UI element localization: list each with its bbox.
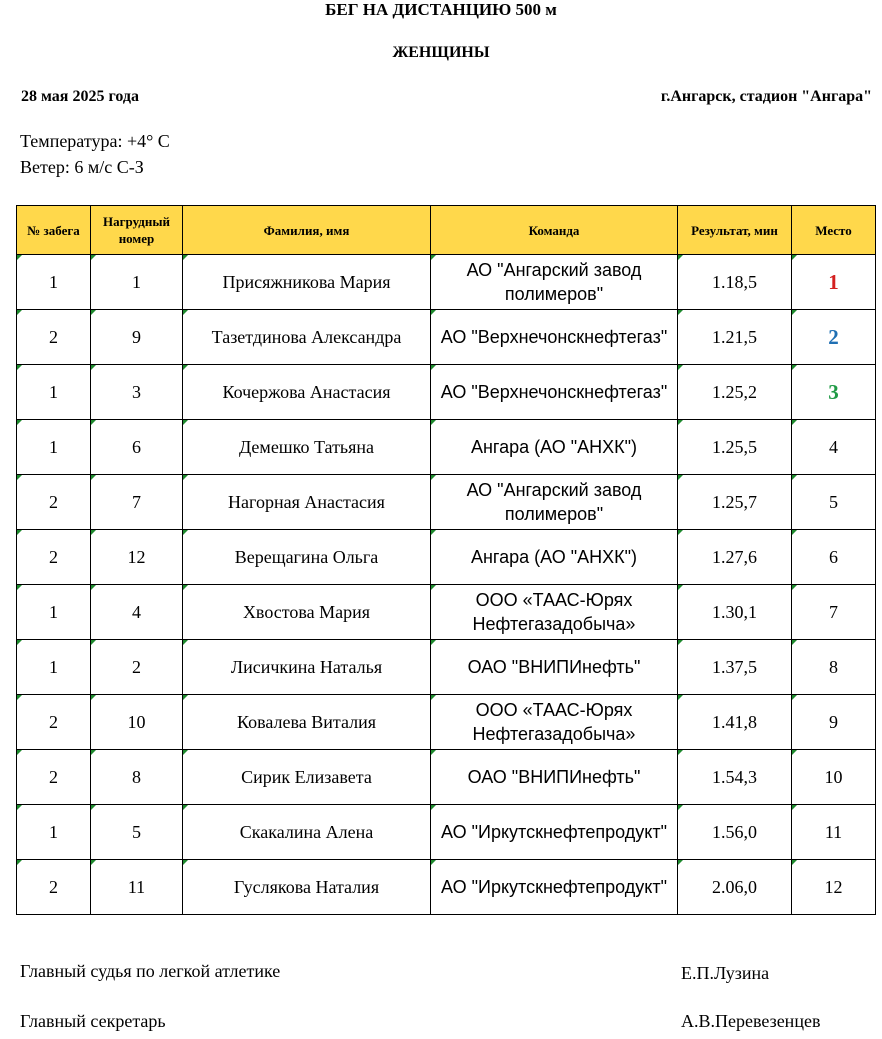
bib-cell: 11 (91, 860, 183, 915)
chief-secretary-role: Главный секретарь (20, 1011, 166, 1031)
place-cell: 12 (792, 860, 876, 915)
header-result: Результат, мин (678, 206, 792, 255)
team-line-2: Нефтегазадобыча» (472, 724, 636, 744)
team-cell (431, 695, 678, 750)
table-row (17, 695, 876, 750)
team-cell (431, 310, 678, 365)
place-cell: 6 (792, 530, 876, 585)
team-cell (431, 475, 678, 530)
place-cell: 8 (792, 640, 876, 695)
heat-cell: 2 (17, 310, 91, 365)
team-line-1: ОАО "ВНИПИнефть" (467, 767, 641, 787)
event-date: 28 мая 2025 года (21, 88, 139, 105)
athlete-name-cell: Кочержова Анастасия (183, 365, 431, 420)
athlete-name-cell: Скакалина Алена (183, 805, 431, 860)
place-cell: 9 (792, 695, 876, 750)
athlete-name-cell: Ковалева Виталия (183, 695, 431, 750)
heat-cell: 1 (17, 365, 91, 420)
athlete-name-cell: Демешко Татьяна (183, 420, 431, 475)
result-cell: 1.54,3 (678, 750, 792, 805)
page-subtitle: ЖЕНЩИНЫ (392, 44, 490, 61)
bib-cell: 7 (91, 475, 183, 530)
heat-cell: 2 (17, 695, 91, 750)
header-team: Команда (431, 206, 678, 255)
result-cell: 1.30,1 (678, 585, 792, 640)
page-title: БЕГ НА ДИСТАНЦИЮ 500 м (325, 0, 557, 19)
athlete-name-cell: Нагорная Анастасия (183, 475, 431, 530)
team-line-2: полимеров" (504, 504, 604, 524)
heat-cell: 2 (17, 860, 91, 915)
place-cell: 5 (792, 475, 876, 530)
heat-cell: 2 (17, 475, 91, 530)
table-row (17, 585, 876, 640)
table-row (17, 420, 876, 475)
place-cell: 10 (792, 750, 876, 805)
team-cell (431, 365, 678, 420)
chief-secretary-name: А.В.Перевезенцев (681, 1011, 821, 1031)
bib-cell: 4 (91, 585, 183, 640)
athlete-name-cell: Верещагина Ольга (183, 530, 431, 585)
team-cell (431, 585, 678, 640)
team-line-1: ООО «ТААС-Юрях (475, 590, 633, 610)
table-row (17, 805, 876, 860)
result-cell: 2.06,0 (678, 860, 792, 915)
team-cell (431, 255, 678, 310)
header-place: Место (792, 206, 876, 255)
bib-cell: 6 (91, 420, 183, 475)
heat-cell: 1 (17, 805, 91, 860)
table-row (17, 255, 876, 310)
team-line-1: АО "Ангарский завод (466, 260, 642, 280)
place-cell: 11 (792, 805, 876, 860)
heat-cell: 1 (17, 420, 91, 475)
heat-cell: 1 (17, 255, 91, 310)
table-row (17, 640, 876, 695)
result-cell: 1.56,0 (678, 805, 792, 860)
result-cell: 1.25,5 (678, 420, 792, 475)
place-cell: 2 (792, 310, 876, 365)
chief-judge-role: Главный судья по легкой атлетике (20, 961, 281, 981)
result-cell: 1.25,2 (678, 365, 792, 420)
team-line-1: Ангара (АО "АНХК") (470, 437, 638, 457)
header-bib-line2: номер (118, 231, 155, 246)
team-line-1: ООО «ТААС-Юрях (475, 700, 633, 720)
place-cell: 3 (792, 365, 876, 420)
bib-cell: 1 (91, 255, 183, 310)
chief-judge-name: Е.П.Лузина (681, 963, 770, 983)
header-bib (91, 206, 183, 255)
team-line-1: ОАО "ВНИПИнефть" (467, 657, 641, 677)
bib-cell: 10 (91, 695, 183, 750)
result-cell: 1.21,5 (678, 310, 792, 365)
bib-cell: 8 (91, 750, 183, 805)
bib-cell: 3 (91, 365, 183, 420)
heat-cell: 2 (17, 750, 91, 805)
team-cell (431, 420, 678, 475)
athlete-name-cell: Тазетдинова Александра (183, 310, 431, 365)
table-header-row (17, 206, 876, 255)
team-cell (431, 640, 678, 695)
athlete-name-cell: Хвостова Мария (183, 585, 431, 640)
table-row (17, 860, 876, 915)
table-row (17, 750, 876, 805)
team-line-2: полимеров" (504, 284, 604, 304)
result-cell: 1.41,8 (678, 695, 792, 750)
results-table (16, 205, 876, 915)
athlete-name-cell: Гуслякова Наталия (183, 860, 431, 915)
wind-info: Ветер: 6 м/с С-З (20, 157, 144, 177)
table-row (17, 365, 876, 420)
result-cell: 1.37,5 (678, 640, 792, 695)
bib-cell: 12 (91, 530, 183, 585)
team-line-1: Ангара (АО "АНХК") (470, 547, 638, 567)
team-line-2: Нефтегазадобыча» (472, 614, 636, 634)
team-cell (431, 530, 678, 585)
place-cell: 4 (792, 420, 876, 475)
table-row (17, 475, 876, 530)
athlete-name-cell: Сирик Елизавета (183, 750, 431, 805)
heat-cell: 1 (17, 640, 91, 695)
event-venue: г.Ангарск, стадион "Ангара" (660, 88, 872, 105)
table-row (17, 310, 876, 365)
team-line-1: АО "Ангарский завод (466, 480, 642, 500)
result-cell: 1.27,6 (678, 530, 792, 585)
place-cell: 7 (792, 585, 876, 640)
team-cell (431, 860, 678, 915)
team-line-1: АО "Верхнечонскнефтегаз" (440, 327, 668, 347)
team-line-1: АО "Верхнечонскнефтегаз" (440, 382, 668, 402)
athlete-name-cell: Лисичкина Наталья (183, 640, 431, 695)
team-line-1: АО "Иркутскнефтепродукт" (441, 877, 667, 897)
header-bib-line1: Нагрудный (103, 214, 170, 229)
place-cell: 1 (792, 255, 876, 310)
results-body (17, 255, 876, 915)
heat-cell: 1 (17, 585, 91, 640)
table-row (17, 530, 876, 585)
athlete-name-cell: Присяжникова Мария (183, 255, 431, 310)
result-cell: 1.18,5 (678, 255, 792, 310)
bib-cell: 9 (91, 310, 183, 365)
header-name: Фамилия, имя (183, 206, 431, 255)
result-cell: 1.25,7 (678, 475, 792, 530)
temperature-info: Температура: +4° С (20, 131, 170, 151)
team-line-1: АО "Иркутскнефтепродукт" (441, 822, 667, 842)
heat-cell: 2 (17, 530, 91, 585)
bib-cell: 5 (91, 805, 183, 860)
header-heat: № забега (17, 206, 91, 255)
team-cell (431, 750, 678, 805)
bib-cell: 2 (91, 640, 183, 695)
team-cell (431, 805, 678, 860)
